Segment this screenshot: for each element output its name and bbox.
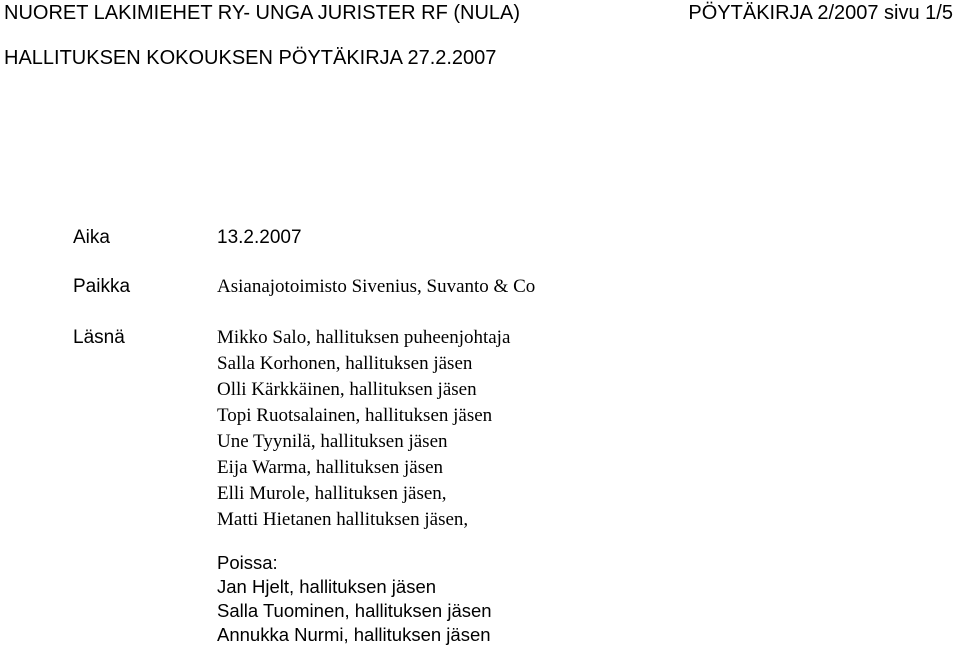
- present-member: Une Tyynilä, hallituksen jäsen: [217, 431, 448, 452]
- organization-name: NUORET LAKIMIEHET RY- UNGA JURISTER RF (NULA): [4, 2, 521, 24]
- absent-list: [217, 576, 492, 648]
- absent-section: [217, 552, 492, 648]
- place-value: Asianajotoimisto Sivenius, Suvanto & Co: [217, 276, 536, 297]
- present-member: Olli Kärkkäinen, hallituksen jäsen: [217, 379, 477, 400]
- document-reference: PÖYTÄKIRJA 2/2007 sivu 1/5: [688, 2, 953, 24]
- absent-member: Jan Hjelt, hallituksen jäsen: [217, 576, 437, 597]
- absent-label: Poissa:: [217, 552, 278, 573]
- time-label: Aika: [73, 227, 110, 248]
- present-member: Mikko Salo, hallituksen puheenjohtaja: [217, 327, 511, 348]
- place-label: Paikka: [73, 276, 131, 297]
- present-member: Salla Korhonen, hallituksen jäsen: [217, 353, 473, 374]
- absent-member: Salla Tuominen, hallituksen jäsen: [217, 600, 492, 621]
- present-member: Elli Murole, hallituksen jäsen,: [217, 483, 447, 504]
- present-label: Läsnä: [73, 327, 125, 348]
- present-member: Topi Ruotsalainen, hallituksen jäsen: [217, 405, 493, 426]
- present-member: Matti Hietanen hallituksen jäsen,: [217, 509, 469, 530]
- absent-member: Annukka Nurmi, hallituksen jäsen: [217, 624, 491, 645]
- time-value: 13.2.2007: [217, 227, 302, 248]
- present-list: [217, 327, 510, 535]
- document-title: HALLITUKSEN KOKOUKSEN PÖYTÄKIRJA 27.2.2007: [4, 47, 497, 69]
- present-member: Eija Warma, hallituksen jäsen: [217, 457, 444, 478]
